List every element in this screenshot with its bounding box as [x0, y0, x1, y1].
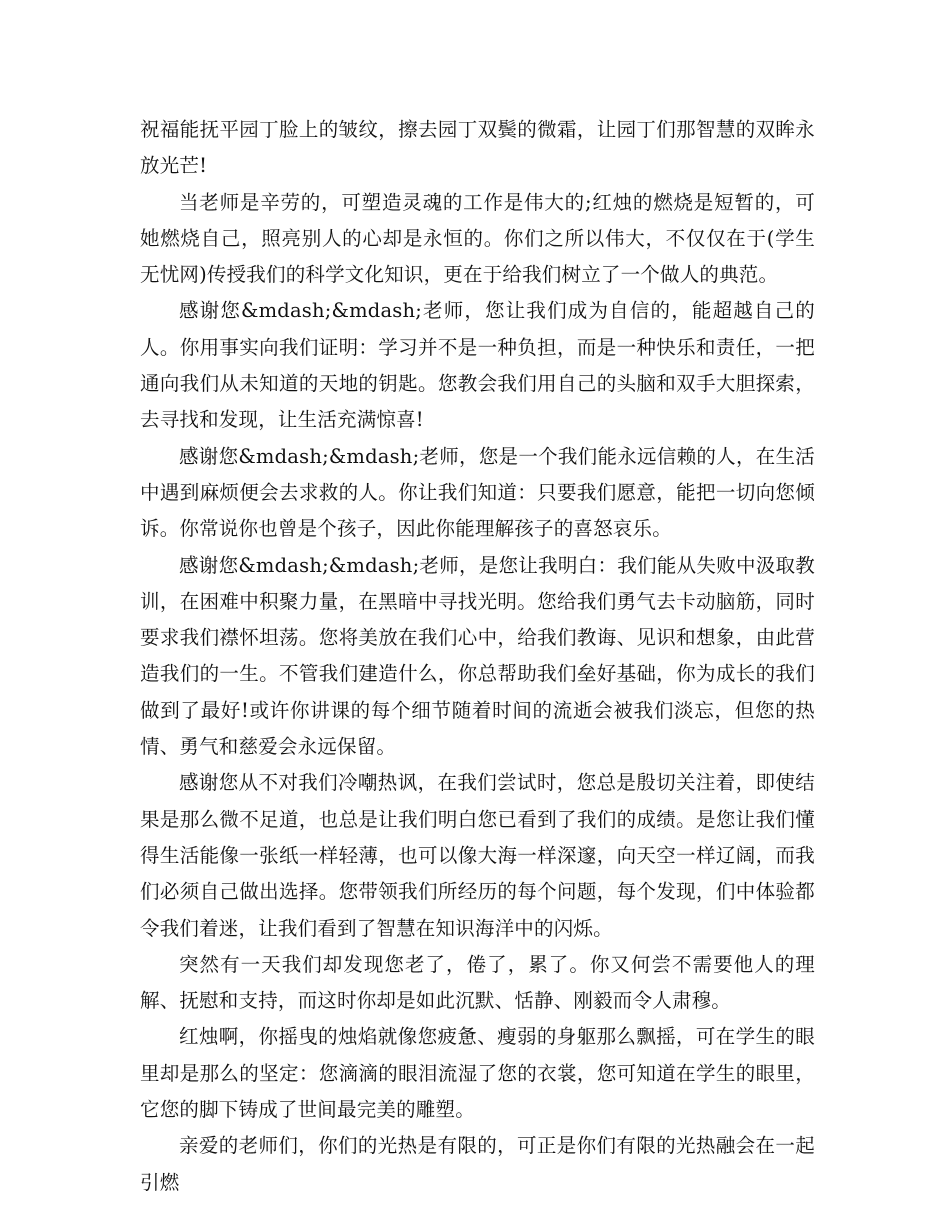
paragraph: 感谢您&mdash;&mdash;老师，是您让我明白：我们能从失败中汲取教训，在困难中积聚力量，在黑暗中寻找光明。您给我们勇气去卡动脑筋，同时要求我们襟怀坦荡。您将美放在我们心中，给我们教诲、见识和想象，由此营造我们的一生。不管我们建造什么，你总帮助我们垒好基础，你为成长的我们做到了最好!或许你讲课的每个细节随着时间的流逝会被我们淡忘，但您的热情、勇气和慈爱会永远保留。	[140, 553, 815, 759]
paragraph: 感谢您&mdash;&mdash;老师，您是一个我们能永远信赖的人，在生活中遇到麻烦便会去求救的人。你让我们知道：只要我们愿意，能把一切向您倾诉。你常说你也曾是个孩子，因此你能理解孩子的喜怒哀乐。	[140, 444, 815, 541]
paragraph: 祝福能抚平园丁脸上的皱纹，擦去园丁双鬓的微霜，让园丁们那智慧的双眸永放光芒!	[140, 118, 815, 178]
paragraph: 感谢您从不对我们冷嘲热讽，在我们尝试时，您总是殷切关注着，即使结果是那么微不足道，也总是让我们明白您已看到了我们的成绩。是您让我们懂得生活能像一张纸一样轻薄，也可以像大海一样深邃，向天空一样辽阔，而我们必须自己做出选择。您带领我们所经历的每个问题，每个发现，们中体验都令我们着迷，让我们看到了智慧在知识海洋中的闪烁。	[140, 771, 815, 940]
paragraph: 红烛啊，你摇曳的烛焰就像您疲惫、瘦弱的身躯那么飘摇，可在学生的眼里却是那么的坚定：您滴滴的眼泪流湿了您的衣裳，您可知道在学生的眼里，它您的脚下铸成了世间最完美的雕塑。	[140, 1025, 815, 1122]
paragraph: 突然有一天我们却发现您老了，倦了，累了。你又何尝不需要他人的理解、抚慰和支持，而这时你却是如此沉默、恬静、刚毅而令人肃穆。	[140, 952, 815, 1013]
body-text	[140, 112, 815, 1201]
paragraph: 亲爱的老师们，你们的光热是有限的，可正是你们有限的光热融会在一起引燃	[140, 1134, 815, 1194]
paragraph: 当老师是辛劳的，可塑造灵魂的工作是伟大的;红烛的燃烧是短暂的，可她燃烧自己，照亮别人的心却是永恒的。你们之所以伟大，不仅仅在于(学生无忧网)传授我们的科学文化知识，更在于给我们树立了一个做人的典范。	[140, 190, 815, 287]
paragraph: 感谢您&mdash;&mdash;老师，您让我们成为自信的，能超越自己的人。你用事实向我们证明：学习并不是一种负担，而是一种快乐和责任，一把通向我们从未知道的天地的钥匙。您教会我们用自己的头脑和双手大胆探索，去寻找和发现，让生活充满惊喜!	[140, 299, 815, 432]
